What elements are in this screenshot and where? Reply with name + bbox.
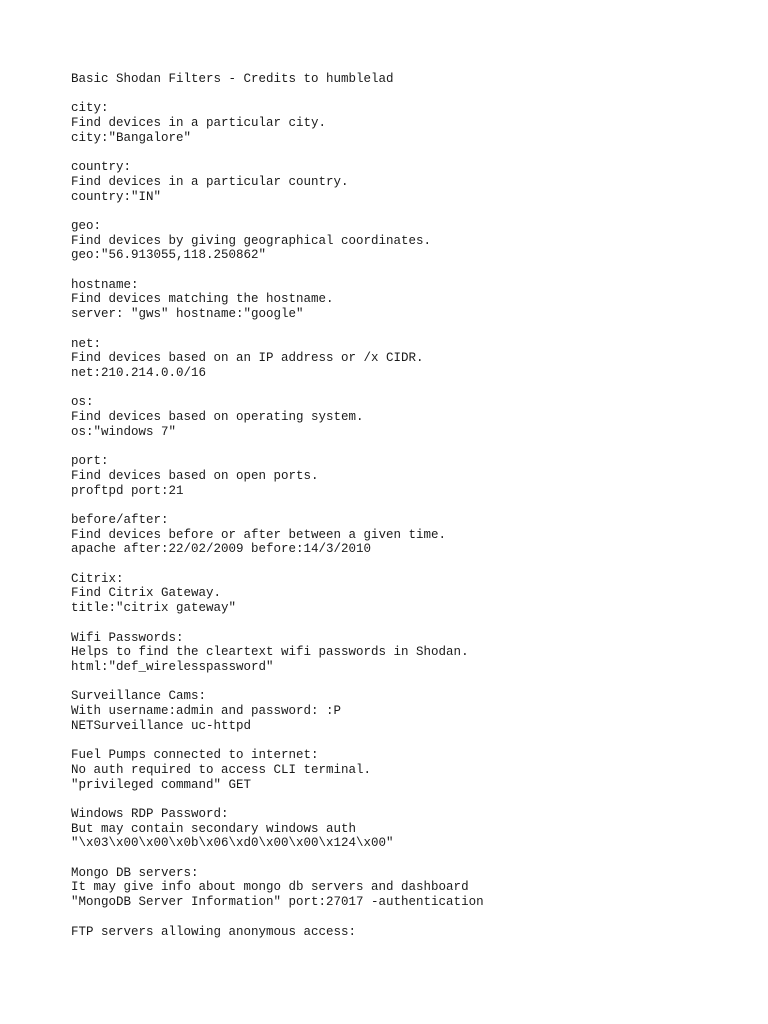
filter-heading: Windows RDP Password: <box>71 806 229 821</box>
filter-heading: country: <box>71 160 132 175</box>
filter-example: NETSurveillance uc-httpd <box>71 718 252 733</box>
filter-heading: Mongo DB servers: <box>71 865 199 880</box>
filter-section-geo <box>71 219 751 263</box>
filter-heading: FTP servers allowing anonymous access: <box>71 924 357 939</box>
filter-heading: os: <box>71 395 94 410</box>
filter-section-mongo-db <box>71 866 751 910</box>
filter-section-citrix <box>71 572 751 616</box>
filter-section-windows-rdp <box>71 807 751 851</box>
filter-heading: hostname: <box>71 277 139 292</box>
filter-description: But may contain secondary windows auth <box>71 821 357 836</box>
filter-example: geo:"56.913055,118.250862" <box>71 248 267 263</box>
filter-heading: net: <box>71 336 102 351</box>
filter-description: Find Citrix Gateway. <box>71 586 222 601</box>
filter-description: Find devices by giving geographical coordinates. <box>71 233 432 248</box>
filter-example: title:"citrix gateway" <box>71 601 237 616</box>
filter-section-fuel-pumps <box>71 748 751 792</box>
filter-example: net:210.214.0.0/16 <box>71 365 207 380</box>
filter-description: Find devices before or after between a given time. <box>71 527 447 542</box>
filter-example: proftpd port:21 <box>71 483 184 498</box>
filter-heading: Wifi Passwords: <box>71 630 184 645</box>
filter-description: Find devices based on operating system. <box>71 410 364 425</box>
filter-heading: Citrix: <box>71 571 124 586</box>
filter-heading: before/after: <box>71 512 169 527</box>
filter-example: country:"IN" <box>71 189 162 204</box>
filter-example: "\x03\x00\x00\x0b\x06\xd0\x00\x00\x124\x00" <box>71 836 394 851</box>
filter-example: "MongoDB Server Information" port:27017 -authentication <box>71 895 484 910</box>
filter-section-os <box>71 395 751 439</box>
filter-description: Find devices based on open ports. <box>71 468 319 483</box>
filter-description: Helps to find the cleartext wifi passwords in Shodan. <box>71 645 469 660</box>
filter-example: html:"def_wirelesspassword" <box>71 659 274 674</box>
filter-heading: geo: <box>71 218 102 233</box>
document-title: Basic Shodan Filters - Credits to humblelad <box>71 72 394 86</box>
filter-description: Find devices matching the hostname. <box>71 292 334 307</box>
filter-section-country <box>71 160 751 204</box>
filter-example: city:"Bangalore" <box>71 130 192 145</box>
filter-section-ftp-anonymous <box>71 925 751 940</box>
filter-section-hostname <box>71 278 751 322</box>
filter-description: Find devices in a particular country. <box>71 174 349 189</box>
filter-example: os:"windows 7" <box>71 424 177 439</box>
filter-description: Find devices in a particular city. <box>71 116 327 131</box>
filter-description: No auth required to access CLI terminal. <box>71 762 372 777</box>
filter-example: server: "gws" hostname:"google" <box>71 307 304 322</box>
filter-example: "privileged command" GET <box>71 777 252 792</box>
filter-section-city <box>71 101 751 145</box>
filter-description: With username:admin and password: :P <box>71 704 342 719</box>
filter-heading: city: <box>71 101 109 116</box>
filter-section-port <box>71 454 751 498</box>
filter-heading: Fuel Pumps connected to internet: <box>71 748 319 763</box>
filter-heading: port: <box>71 454 109 469</box>
filter-example: apache after:22/02/2009 before:14/3/2010 <box>71 542 372 557</box>
filter-section-net <box>71 337 751 381</box>
filter-description: Find devices based on an IP address or /x CIDR. <box>71 351 424 366</box>
filter-section-before-after <box>71 513 751 557</box>
document-page <box>71 72 751 954</box>
filter-section-surveillance-cams <box>71 689 751 733</box>
filter-description: It may give info about mongo db servers and dashboard <box>71 880 469 895</box>
filter-heading: Surveillance Cams: <box>71 689 207 704</box>
filter-section-wifi-passwords <box>71 631 751 675</box>
